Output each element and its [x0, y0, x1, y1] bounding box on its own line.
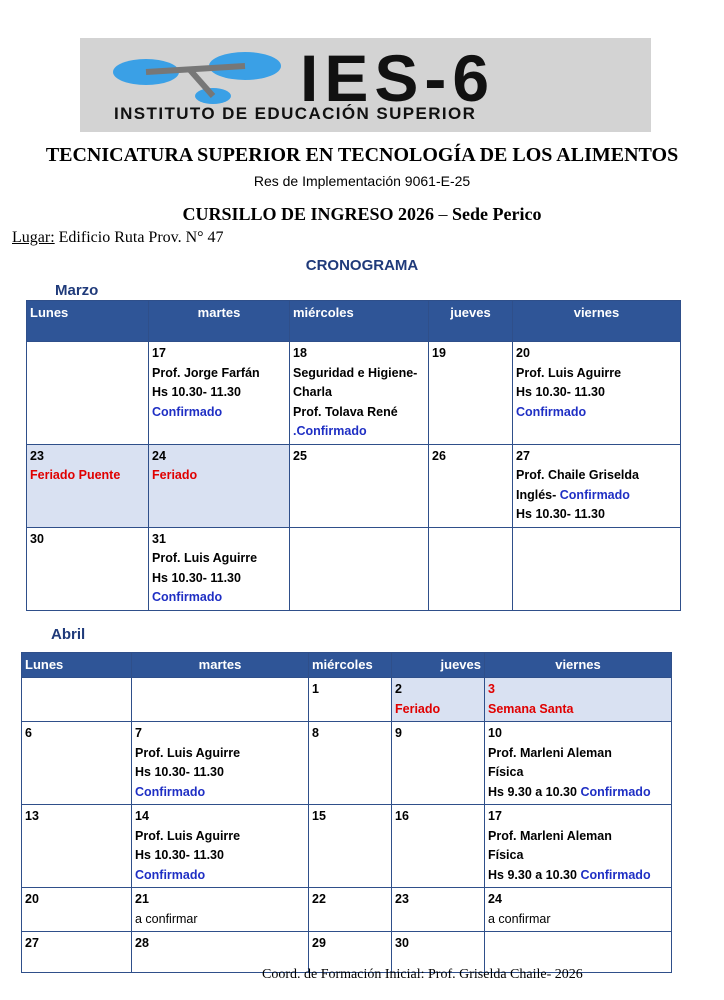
footer-coordinator: Coord. de Formación Inicial: Prof. Griselda Chaile- 2026: [262, 967, 583, 982]
calendar-april: [21, 652, 672, 973]
day-number: 30: [30, 531, 44, 546]
day-number: 15: [312, 809, 326, 823]
cell-line: Prof. Luis Aguirre: [135, 828, 241, 843]
day-cell: [392, 805, 485, 888]
day-number: 13: [25, 809, 39, 823]
course-title: [0, 204, 724, 225]
day-cell: [513, 342, 681, 445]
day-number: 27: [25, 936, 39, 950]
day-cell: [513, 527, 681, 610]
week-row: [22, 722, 672, 805]
week-row: [27, 527, 681, 610]
day-number: 8: [312, 726, 319, 740]
day-number: 31: [152, 531, 166, 546]
day-cell: [22, 932, 132, 973]
day-header: jueves: [392, 653, 485, 678]
cell-line: Hs 9.30 a 10.30 Confirmado: [488, 784, 651, 799]
cell-line: Seguridad e Higiene-: [293, 365, 418, 380]
day-cell: [132, 722, 309, 805]
day-number: 1: [312, 682, 319, 696]
day-number: 6: [25, 726, 32, 740]
cell-line: Hs 10.30- 11.30: [135, 848, 224, 862]
day-number: 9: [395, 726, 402, 740]
cell-line: Física: [488, 848, 524, 862]
day-number: 20: [25, 892, 39, 906]
cell-line: Prof. Luis Aguirre: [135, 745, 241, 760]
day-header: Lunes: [22, 653, 132, 678]
confirmed-label: Confirmado: [559, 487, 630, 502]
day-number: 14: [135, 809, 149, 823]
cell-line: Semana Santa: [488, 701, 574, 716]
day-number: 22: [312, 892, 326, 906]
day-number: 29: [312, 936, 326, 950]
program-title: TECNICATURA SUPERIOR EN TECNOLOGÍA DE LOS ALIMENTOS: [45, 144, 679, 166]
cell-line: Prof. Jorge Farfán: [152, 365, 260, 380]
day-number: 17: [488, 809, 502, 823]
place-value: Edificio Ruta Prov. N° 47: [58, 229, 224, 246]
course-site: Sede Perico: [452, 204, 542, 224]
day-number: 26: [432, 448, 446, 463]
day-number: 17: [152, 346, 166, 360]
place-label: Lugar:: [12, 229, 55, 246]
cell-line: Charla: [293, 385, 332, 399]
day-cell: [485, 678, 672, 722]
cell-line: a confirmar: [135, 911, 198, 926]
cell-line: Confirmado: [135, 784, 206, 799]
cell-line: Hs 10.30- 11.30: [152, 570, 241, 585]
day-cell: [485, 722, 672, 805]
cell-line: Hs 9.30 a 10.30 Confirmado: [488, 867, 651, 882]
day-number: 24: [488, 892, 502, 906]
day-cell: [27, 527, 149, 610]
day-cell: [429, 527, 513, 610]
cell-line: Física: [488, 765, 524, 779]
day-cell: [27, 444, 149, 527]
schedule-title: CRONOGRAMA: [305, 257, 419, 274]
day-cell: [290, 527, 429, 610]
day-number: 19: [432, 346, 446, 360]
course-dash: –: [438, 204, 448, 224]
cell-line: a confirmar: [488, 911, 551, 926]
cell-line: .Confirmado: [293, 424, 367, 438]
day-cell: [309, 722, 392, 805]
day-cell: [22, 678, 132, 722]
confirmed-label: Confirmado: [580, 867, 651, 882]
week-row: [27, 342, 681, 445]
day-cell: [132, 678, 309, 722]
cell-line: Inglés- Confirmado: [516, 487, 630, 502]
cell-line: Prof. Luis Aguirre: [516, 365, 622, 380]
day-header: martes: [132, 653, 309, 678]
day-cell: [149, 527, 290, 610]
day-number: 20: [516, 346, 530, 360]
day-cell: [392, 678, 485, 722]
cell-line: Prof. Luis Aguirre: [152, 551, 258, 565]
cell-line: Hs 10.30- 11.30: [516, 385, 605, 399]
institution-logo: [80, 38, 651, 132]
day-cell: [149, 444, 290, 527]
cell-line: Prof. Marleni Aleman: [488, 745, 612, 760]
day-number: 7: [135, 726, 142, 740]
day-cell: [290, 444, 429, 527]
week-row: [22, 888, 672, 932]
day-number: 23: [395, 892, 409, 906]
day-header: miércoles: [290, 301, 429, 342]
cell-line: Prof. Chaile Griselda: [516, 468, 639, 482]
logo-title: IES-6: [300, 41, 496, 115]
day-cell: [22, 805, 132, 888]
day-number: 24: [152, 448, 166, 463]
day-header: miércoles: [309, 653, 392, 678]
day-header: Lunes: [27, 301, 149, 342]
day-number: 27: [516, 448, 530, 463]
day-cell: [392, 888, 485, 932]
day-cell: [513, 444, 681, 527]
day-cell: [485, 805, 672, 888]
day-cell: [132, 805, 309, 888]
calendar-march: [26, 300, 681, 611]
month-title-march: Marzo: [55, 282, 99, 299]
day-number: 21: [135, 892, 149, 906]
day-cell: [309, 888, 392, 932]
day-cell: [429, 342, 513, 445]
day-number: 30: [395, 936, 409, 950]
day-cell: [290, 342, 429, 445]
day-cell: [392, 722, 485, 805]
day-header: jueves: [429, 301, 513, 342]
week-row: [22, 805, 672, 888]
cell-line: Feriado: [395, 701, 441, 716]
cell-line: Prof. Tolava René: [293, 404, 398, 419]
day-number: 2: [395, 682, 402, 696]
day-number: 10: [488, 726, 502, 740]
day-number: 18: [293, 346, 307, 360]
month-title-april: Abril: [51, 626, 86, 643]
cell-line: Prof. Marleni Aleman: [488, 828, 612, 843]
cell-line: Hs 10.30- 11.30: [516, 507, 605, 521]
day-cell: [429, 444, 513, 527]
week-row: [27, 444, 681, 527]
cell-line: Confirmado: [135, 867, 206, 882]
day-header: viernes: [485, 653, 672, 678]
confirmed-label: Confirmado: [580, 784, 651, 799]
day-header: viernes: [513, 301, 681, 342]
day-cell: [309, 678, 392, 722]
resolution-text: Res de Implementación 9061-E-25: [253, 173, 471, 189]
day-cell: [22, 722, 132, 805]
cell-line: Feriado Puente: [30, 468, 121, 482]
day-header: martes: [149, 301, 290, 342]
day-number: 3: [488, 682, 495, 696]
day-number: 16: [395, 809, 409, 823]
cell-line: Hs 10.30- 11.30: [135, 765, 224, 779]
day-cell: [132, 888, 309, 932]
day-number: 28: [135, 936, 149, 950]
cell-line: Hs 10.30- 11.30: [152, 385, 241, 399]
day-cell: [309, 805, 392, 888]
day-cell: [27, 342, 149, 445]
day-number: 23: [30, 448, 44, 463]
course-name: CURSILLO DE INGRESO 2026: [182, 204, 435, 224]
day-number: 25: [293, 448, 307, 463]
cell-line: Feriado: [152, 468, 198, 482]
cell-line: Confirmado: [152, 590, 223, 604]
place-line: [12, 229, 224, 247]
week-row: [22, 678, 672, 722]
cell-line: Confirmado: [516, 404, 587, 419]
day-cell: [22, 888, 132, 932]
day-cell: [485, 888, 672, 932]
logo-subtitle: INSTITUTO DE EDUCACIÓN SUPERIOR: [114, 104, 477, 123]
cell-line: Confirmado: [152, 404, 223, 419]
day-cell: [149, 342, 290, 445]
